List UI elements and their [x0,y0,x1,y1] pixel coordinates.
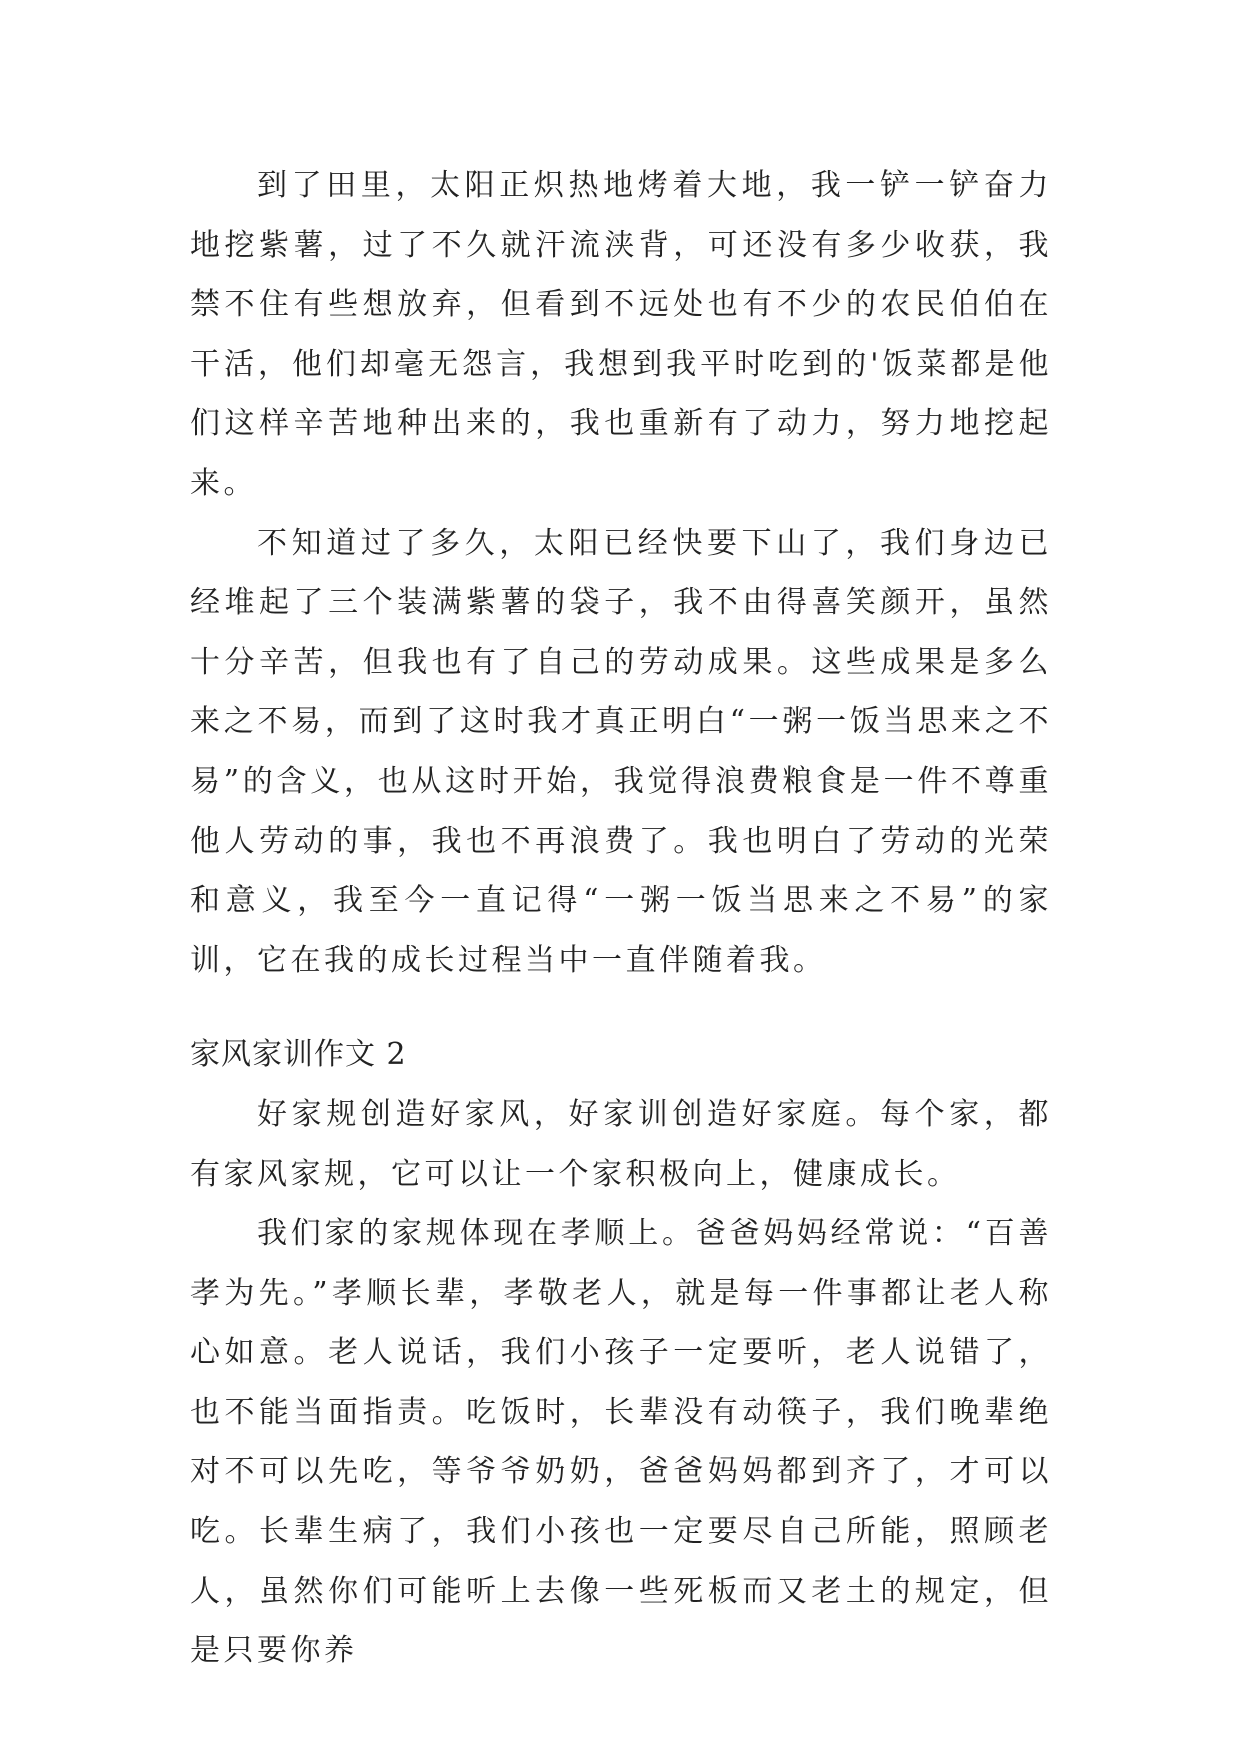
paragraph-filial-piety: 我们家的家规体现在孝顺上。爸爸妈妈经常说：“百善孝为先。”孝顺长辈，孝敬老人，就是每一件事都让老人称心如意。老人说话，我们小孩子一定要听，老人说错了，也不能当面指责。吃饭时，长辈没有动筷子，我们晚辈绝对不可以先吃，等爷爷奶奶，爸爸妈妈都到齐了，才可以吃。长辈生病了，我们小孩也一定要尽自己所能，照顾老人，虽然你们可能听上去像一些死板而又老土的规定，但是只要你养 [190,1216,1052,1669]
document-body [190,156,1052,1681]
paragraph-family-rules-intro: 好家规创造好家风，好家训创造好家庭。每个家，都有家风家规，它可以让一个家积极向上，健康成长。 [190,1096,1052,1192]
paragraph-reflection: 不知道过了多久，太阳已经快要下山了，我们身边已经堆起了三个装满紫薯的袋子，我不由得喜笑颜开，虽然十分辛苦，但我也有了自己的劳动成果。这些成果是多么来之不易，而到了这时我才真正明白“一粥一饭当思来之不易”的含义，也从这时开始，我觉得浪费粮食是一件不尊重他人劳动的事，我也不再浪费了。我也明白了劳动的光荣和意义，我至今一直记得“一粥一饭当思来之不易”的家训，它在我的成长过程当中一直伴随着我。 [190,525,1052,978]
section-title: 家风家训作文 2 [190,1037,407,1073]
paragraph-harvest: 到了田里，太阳正炽热地烤着大地，我一铲一铲奋力地挖紫薯，过了不久就汗流浃背，可还没有多少收获，我禁不住有些想放弃，但看到不远处也有不少的农民伯伯在干活，他们却毫无怨言，我想到我平时吃到的'饭菜都是他们这样辛苦地种出来的，我也重新有了动力，努力地挖起来。 [190,168,1052,501]
